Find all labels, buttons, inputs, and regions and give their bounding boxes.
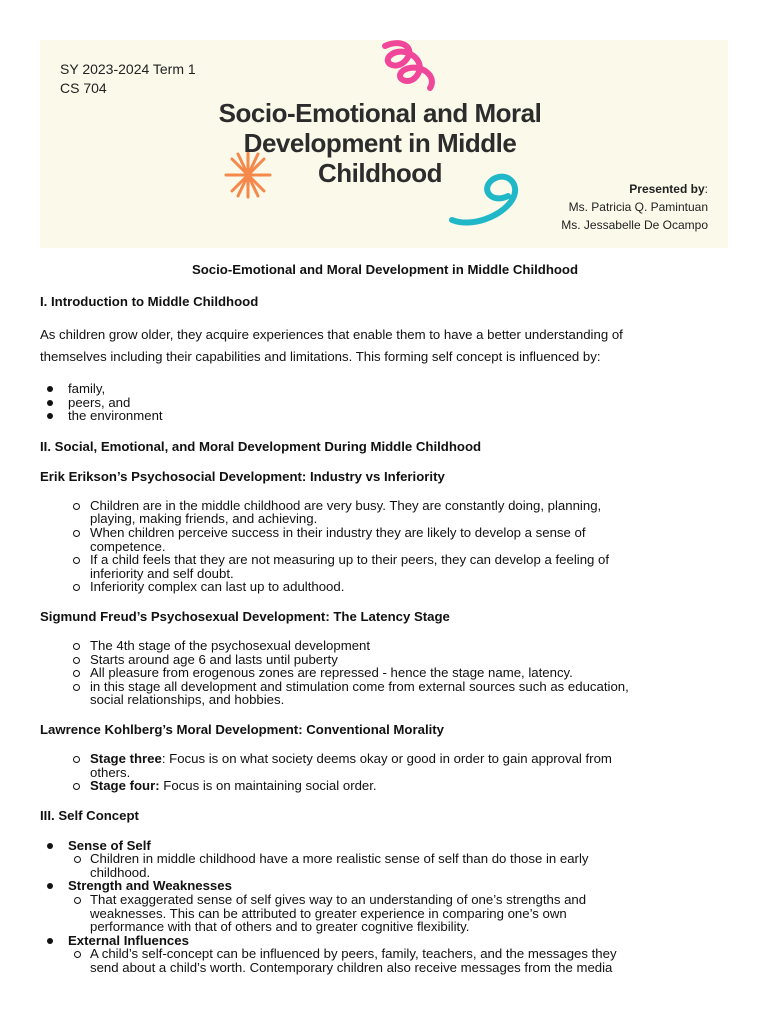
list-item: the environment [40,409,730,423]
list-item: If a child feels that they are not measuring up to their peers, they can develop a feeling of inferiority and self doubt. [40,553,730,580]
list-item: All pleasure from erogenous zones are repressed - hence the stage name, latency. [40,666,730,680]
list-item: Inferiority complex can last up to adulthood. [40,580,730,594]
section-heading: I. Introduction to Middle Childhood [40,294,259,309]
banner-title: Socio-Emotional and Moral Development in Middle Childhood [218,98,542,188]
list-item: in this stage all development and stimulation come from external sources such as education, social relationships, and hobbies. [40,680,730,707]
erikson-list [40,499,730,594]
subsection-heading: Erik Erikson’s Psychosocial Development: Industry vs Inferiority [40,468,445,484]
list-item: peers, and [40,396,730,410]
list-item: Strength and Weaknesses That exaggerated sense of self gives way to an understanding of one’s strengths and weaknesses. This can be attributed to greater experience in comparing one’s own performance with that of others and to greater cognitive flexibility. [40,879,730,933]
subsection-heading: Sigmund Freud’s Psychosexual Development: The Latency Stage [40,608,450,624]
presenter-name: Ms. Jessabelle De Ocampo [561,218,708,232]
document-body [40,262,730,975]
course-code: CS 704 [60,80,107,96]
influences-list [40,382,730,423]
list-item: Starts around age 6 and lasts until puberty [40,653,730,667]
intro-paragraph: As children grow older, they acquire experiences that enable them to have a better understanding of themselves including their capabilities and limitations. This forming self concept is influenced by: [40,327,623,364]
list-item: The 4th stage of the psychosexual development [40,639,730,653]
document-title: Socio-Emotional and Moral Development in Middle Childhood [191,262,579,277]
subsection-heading: Lawrence Kohlberg’s Moral Development: Conventional Morality [40,721,444,737]
presented-by-label: Presented by: [629,182,708,196]
school-term: SY 2023-2024 Term 1 [60,61,196,77]
list-item: That exaggerated sense of self gives way to an understanding of one’s strengths and weaknesses. This can be attributed to greater experience in comparing one’s own performance with that of others and to greater cognitive flexibility. [68,893,730,934]
list-item: Stage three: Focus is on what society deems okay or good in order to gain approval from others. [40,752,730,779]
list-item: External Influences A child’s self-concept can be influenced by peers, family, teachers, and the messages they send about a child’s worth. Contemporary children also receive messages from the media [40,934,730,975]
sub-list [68,947,730,974]
pink-squiggle [385,43,432,88]
sub-list [68,893,730,934]
self-concept-list [40,839,730,975]
section-heading: III. Self Concept [40,807,139,823]
freud-list [40,639,730,707]
presenter-name: Ms. Patricia Q. Pamintuan [568,200,708,214]
course-info [60,60,196,98]
presenters [561,180,708,234]
list-item: A child’s self-concept can be influenced by peers, family, teachers, and the messages they send about a child’s worth. Contemporary children also receive messages from the media [68,947,730,974]
header-banner [40,40,728,248]
section-heading: II. Social, Emotional, and Moral Development During Middle Childhood [40,438,482,454]
kohlberg-list [40,752,730,793]
sub-list [68,852,730,879]
list-item: Children are in the middle childhood are very busy. They are constantly doing, planning, playing, making friends, and achieving. [40,499,730,526]
list-item: When children perceive success in their industry they are likely to develop a sense of competence. [40,526,730,553]
list-item: Sense of Self Children in middle childhood have a more realistic sense of self than do those in early childhood. [40,839,730,880]
list-item: family, [40,382,730,396]
list-item: Stage four: Focus is on maintaining social order. [40,779,730,793]
list-item: Children in middle childhood have a more realistic sense of self than do those in early childhood. [68,852,730,879]
